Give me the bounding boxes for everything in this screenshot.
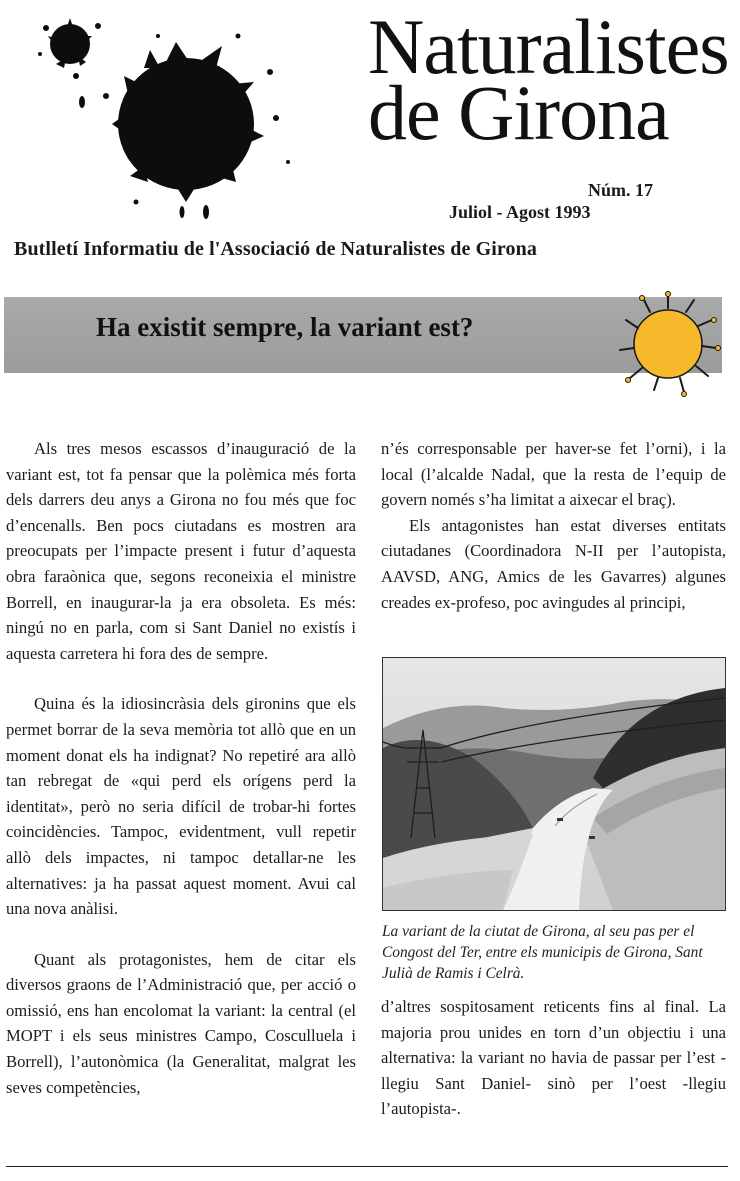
paragraph: Quina és la idiosincràsia dels gironins que els permet borrar de la seva memòria tot allò que en un moment donat els ha indignat? No repetiré ara allò tan rebregat de «qui perd els orígens perd la identitat», però no seria difícil de trobar-hi fortes coincidències. Tampoc, evidentment, vull repetir allò dels impactes, ni tampoc detallar-ne les alternatives: ja ha passat aquest moment. Avui cal una nova anàlisi. (6, 694, 356, 919)
paragraph: n’és corresponsable per haver-se fet l’orni), i la local (l’alcalde Nadal, que la resta de l’equip de govern només s’ha limitat a aixecar el braç). (381, 439, 726, 510)
issue-date: Juliol - Agost 1993 (449, 202, 591, 222)
article-column-right-bottom (381, 994, 726, 1122)
paragraph: Als tres mesos escassos d’inauguració de la variant est, tot fa pensar que la polèmica més forta dels darrers deu anys a Girona no fou més que foc d’encenalls. Ben pocs ciutadans es mostren ara preocupats per l’impacte present i futur d’aquesta obra faraònica que, segons reconeixia el ministre Borrell, en inaugurar-la ja era obsoleta. Es més: ningú no en parla, com si Sant Daniel no existís i aquesta carretera hi fora des de sempre. (6, 439, 356, 663)
paragraph: Els antagonistes han estat diverses entitats ciutadanes (Coordinadora N-II per l’autopista, AAVSD, ANG, Amics de les Gavarres) algunes creades ex-profeso, poc avingudes al principi, (381, 515, 726, 612)
masthead-title-line1: Naturalistes (368, 3, 729, 90)
article-headline: Ha existit sempre, la variant est? (96, 312, 474, 342)
masthead-title (368, 3, 730, 156)
sun-icon (612, 286, 724, 398)
road-photo (382, 657, 726, 911)
photo-caption: La variant de la ciutat de Girona, al seu pas per el Congost del Ter, entre els municipis de Girona, Sant Julià de Ramis i Celrà. (382, 923, 703, 982)
ink-blot-icon (26, 6, 356, 226)
paragraph: Quant als protagonistes, hem de citar els diversos graons de l’Administració que, per acció o omissió, ens han encolomat la variant: la central (el MOPT i els seus ministres Campo, Cosculluela i Borrell), l’autonòmica (la Generalitat, malgrat les seves competències, (6, 949, 356, 1097)
paragraph: d’altres sospitosament reticents fins al final. La majoria prou unides en torn d’un objectiu i una alternativa: la variant no havia de passar per l’est -llegiu Sant Daniel- sinò per l’oest -llegiu l’autopista-. (381, 997, 726, 1119)
masthead-title-line2: de Girona (368, 69, 669, 156)
masthead-subtitle: Butlletí Informatiu de l'Associació de Naturalistes de Girona (14, 238, 537, 260)
issue-number: Núm. 17 (588, 180, 654, 200)
article-column-left (6, 436, 356, 1100)
article-column-right-top (381, 436, 726, 615)
footer-rule (6, 1166, 728, 1167)
